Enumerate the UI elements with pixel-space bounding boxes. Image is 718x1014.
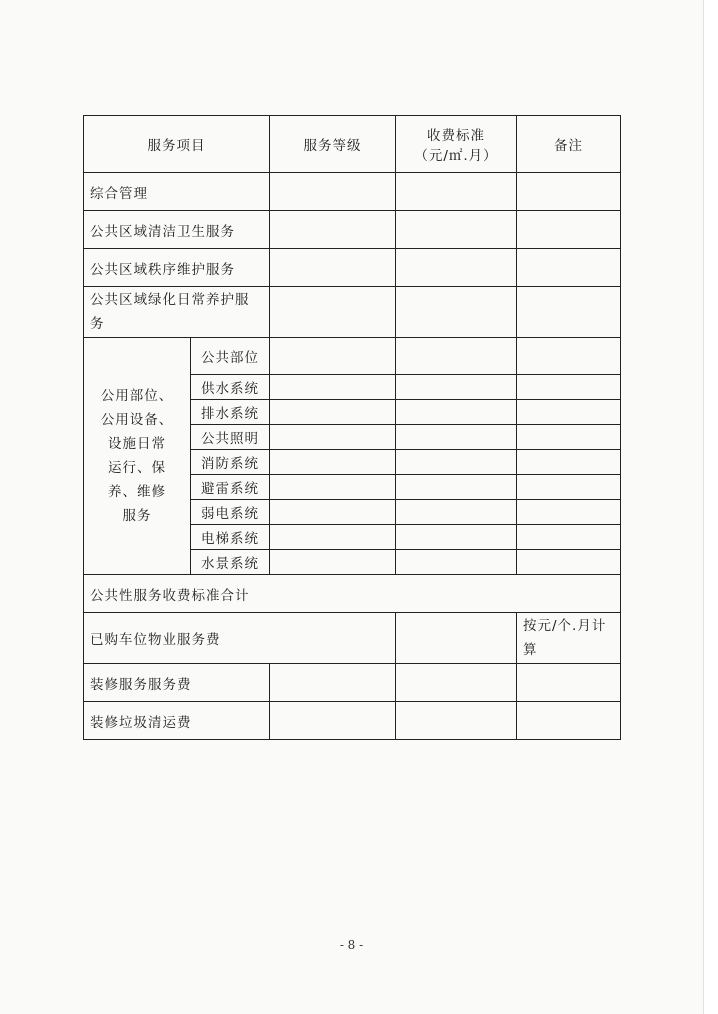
- note-cell: [517, 702, 621, 740]
- page-edge: [703, 0, 718, 1014]
- fee-cell: [396, 450, 517, 475]
- parking-item: 已购车位物业服务费: [84, 613, 396, 664]
- fee-cell: [396, 173, 517, 211]
- fee-cell: [396, 375, 517, 400]
- sub-item: 避雷系统: [191, 475, 270, 500]
- header-fee-line1: 收费标准: [427, 128, 485, 144]
- sub-item: 供水系统: [191, 375, 270, 400]
- note-cell: [517, 550, 621, 575]
- header-service-item: 服务项目: [84, 116, 270, 173]
- group-label-line: 服务: [122, 508, 152, 524]
- fee-cell: [396, 613, 517, 664]
- fee-cell: [396, 287, 517, 338]
- fee-cell: [396, 211, 517, 249]
- level-cell: [270, 173, 396, 211]
- level-cell: [270, 211, 396, 249]
- table-row: [84, 338, 621, 375]
- table-row: [84, 664, 621, 702]
- table-row: [84, 173, 621, 211]
- fee-cell: [396, 475, 517, 500]
- level-cell: [270, 400, 396, 425]
- note-cell: [517, 211, 621, 249]
- level-cell: [270, 664, 396, 702]
- row-item: 综合管理: [84, 173, 270, 211]
- fee-cell: [396, 550, 517, 575]
- sub-item: 电梯系统: [191, 525, 270, 550]
- fee-cell: [396, 702, 517, 740]
- note-cell: [517, 173, 621, 211]
- note-cell: [517, 375, 621, 400]
- note-cell: [517, 475, 621, 500]
- page-number: - 8 -: [339, 938, 364, 952]
- group-label-line: 养、维修: [108, 484, 166, 500]
- row-item: 公共区域秩序维护服务: [84, 249, 270, 287]
- header-service-level: 服务等级: [270, 116, 396, 173]
- note-cell: [517, 400, 621, 425]
- total-row-label: 公共性服务收费标准合计: [84, 575, 621, 613]
- fee-cell: [396, 664, 517, 702]
- group-label-line: 公用部位、: [100, 388, 174, 404]
- sub-item: 公共部位: [191, 338, 270, 375]
- level-cell: [270, 249, 396, 287]
- level-cell: [270, 702, 396, 740]
- note-cell: [517, 287, 621, 338]
- row-item: 公共区域绿化日常养护服务: [84, 287, 270, 338]
- level-cell: [270, 375, 396, 400]
- note-cell: [517, 450, 621, 475]
- fee-cell: [396, 425, 517, 450]
- fee-cell: [396, 338, 517, 375]
- group-label-line: 公用设备、: [100, 412, 174, 428]
- decoration-waste-item: 装修垃圾清运费: [84, 702, 270, 740]
- fee-cell: [396, 249, 517, 287]
- parking-note: 按元/个.月计算: [517, 613, 621, 664]
- note-cell: [517, 338, 621, 375]
- table-header-row: [84, 116, 621, 173]
- note-cell: [517, 664, 621, 702]
- group-label: [84, 338, 191, 575]
- table-row: [84, 287, 621, 338]
- sub-item: 弱电系统: [191, 500, 270, 525]
- sub-item: 公共照明: [191, 425, 270, 450]
- level-cell: [270, 525, 396, 550]
- level-cell: [270, 450, 396, 475]
- level-cell: [270, 287, 396, 338]
- table-row: [84, 613, 621, 664]
- fee-standard-table: [83, 115, 621, 740]
- header-fee-standard: [396, 116, 517, 173]
- fee-cell: [396, 500, 517, 525]
- level-cell: [270, 475, 396, 500]
- row-item: 公共区域清洁卫生服务: [84, 211, 270, 249]
- table-row: [84, 702, 621, 740]
- note-cell: [517, 249, 621, 287]
- table-row: [84, 575, 621, 613]
- sub-item: 水景系统: [191, 550, 270, 575]
- header-fee-line2: （元/㎡.月）: [414, 148, 498, 164]
- table-row: [84, 249, 621, 287]
- level-cell: [270, 425, 396, 450]
- header-note: 备注: [517, 116, 621, 173]
- group-label-line: 设施日常: [108, 436, 166, 452]
- decoration-service-item: 装修服务服务费: [84, 664, 270, 702]
- note-cell: [517, 500, 621, 525]
- level-cell: [270, 550, 396, 575]
- level-cell: [270, 500, 396, 525]
- note-cell: [517, 425, 621, 450]
- fee-cell: [396, 400, 517, 425]
- fee-cell: [396, 525, 517, 550]
- sub-item: 消防系统: [191, 450, 270, 475]
- level-cell: [270, 338, 396, 375]
- sub-item: 排水系统: [191, 400, 270, 425]
- note-cell: [517, 525, 621, 550]
- table-row: [84, 211, 621, 249]
- group-label-line: 运行、保: [108, 460, 166, 476]
